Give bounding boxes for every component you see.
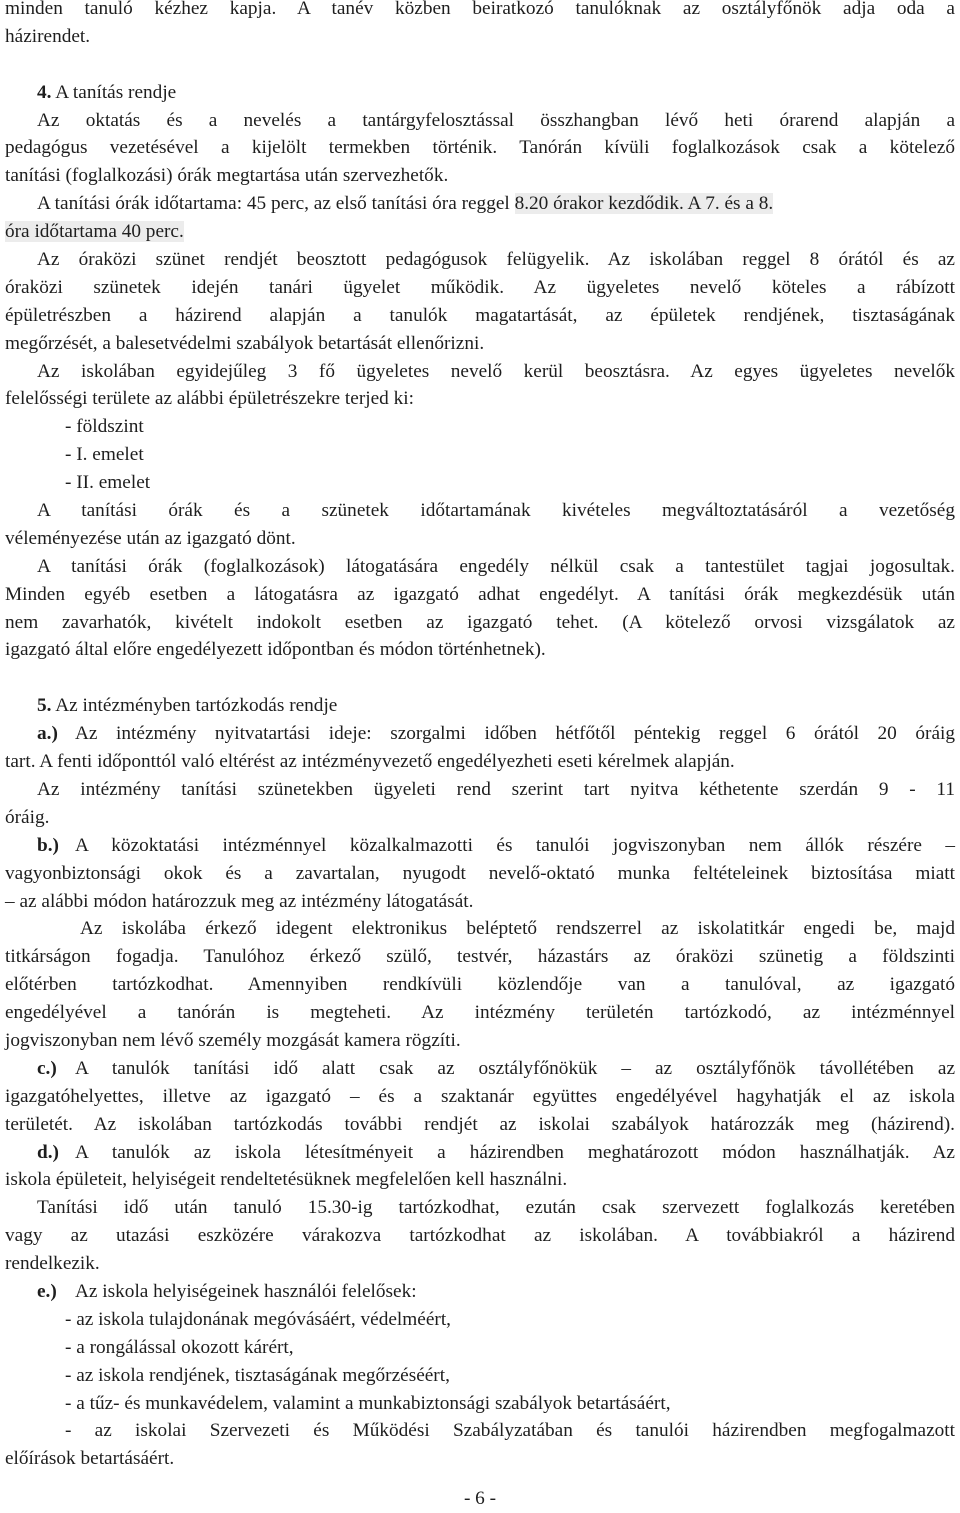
text-line	[5, 804, 955, 832]
line-text: Az iskola helyiségeinek használói felelősek:	[75, 1280, 417, 1302]
text-line	[5, 1166, 955, 1194]
text-line	[5, 1362, 955, 1390]
line-text: tanítási (foglalkozási) órák megtartása után szervezhetők.	[5, 165, 449, 187]
line-text: titkárságon fogadja. Tanulóhoz érkező szülő, testvér, házastárs az óraközi szünetig a földszinti	[5, 946, 955, 968]
text-line	[5, 107, 955, 135]
text-line	[5, 999, 955, 1027]
text-line	[5, 358, 955, 386]
text-line	[5, 302, 955, 330]
text-line	[5, 1250, 955, 1278]
line-text: A közoktatási intézménnyel közalkalmazotti és tanulói jogviszonyban nem állók részére –	[75, 834, 955, 856]
text-line	[5, 1111, 955, 1139]
blank-line	[5, 51, 955, 79]
line-text: előírások betartásáért.	[5, 1448, 175, 1470]
line-text: - az iskola tulajdonának megóvásáért, védelméért,	[65, 1308, 452, 1330]
text-line	[5, 748, 955, 776]
subsection-label: e.)	[37, 1280, 57, 1302]
line-text: pedagógus vezetésével a kijelölt termekben történik. Tanórán kívüli foglalkozások csak a kötelező	[5, 137, 955, 159]
line-text: nem zavarhatók, kivételt indokolt esetben az igazgató tehet. (A kötelező orvosi vizsgálatok az	[5, 611, 955, 633]
text-line	[5, 943, 955, 971]
line-text: épületrészben a házirend alapján a tanulók magatartását, az épületek rendjének, tisztaságának	[5, 304, 955, 326]
text-line	[5, 553, 955, 581]
text-line	[5, 915, 955, 943]
text-line	[5, 971, 955, 999]
line-text: – az alábbi módon határozzuk meg az intézmény látogatását.	[5, 890, 474, 912]
text-line	[5, 525, 955, 553]
text-line	[5, 832, 955, 860]
text-line	[5, 1390, 955, 1418]
text-line	[5, 385, 955, 413]
line-text: rendelkezik.	[5, 1253, 100, 1275]
text-line	[5, 190, 955, 218]
line-text: Minden egyéb esetben a látogatásra az igazgató adhat engedélyt. A tanítási órák megkezdésük után	[5, 583, 955, 605]
text-line	[5, 497, 955, 525]
line-text: megőrzését, a balesetvédelmi szabályok betartását ellenőrizni.	[5, 332, 485, 354]
line-text: A tanítási órák és a szünetek időtartamának kivételes megváltoztatásáról a vezetőség	[37, 500, 955, 522]
text-line	[5, 1222, 955, 1250]
section-number: 4.	[37, 81, 52, 103]
text-line	[5, 1306, 955, 1334]
line-text: Az intézmény tanítási szünetekben ügyeleti rend szerint tart nyitva kéthetente szerdán 9 - 11	[37, 778, 955, 800]
line-text: Az intézmény nyitvatartási ideje: szorgalmi időben hétfőtől péntekig reggel 6 órától 20 óráig	[75, 723, 955, 745]
line-text: Az iskolába érkező idegent elektronikus beléptető rendszerrel az iskolatitkár engedi be, majd	[80, 918, 955, 940]
text-line	[5, 720, 955, 748]
text-line	[5, 274, 955, 302]
subsection-label: c.)	[37, 1057, 57, 1079]
line-text: iskola épületeit, helyiségeit rendeltetésüknek megfelelően kell használni.	[5, 1169, 568, 1191]
line-text: igazgatóhelyettes, illetve az igazgató – és a szaktanár együttes engedélyével hagyhatják el az iskola	[5, 1085, 955, 1107]
line-text: vagyonbiztonsági okok és a zavartalan, nyugodt nevelő-oktató munka feltételeinek biztosítása miatt	[5, 862, 955, 884]
text-line	[5, 1278, 955, 1306]
line-text: - az iskolai Szervezeti és Működési Szabályzatában és tanulói házirendben megfogalmazott	[65, 1420, 955, 1442]
text-line	[5, 1027, 955, 1055]
line-text: - az iskola rendjének, tisztaságának megőrzéséért,	[65, 1364, 450, 1386]
line-text: felelősségi területe az alábbi épületrészekre terjed ki:	[5, 388, 414, 410]
text-line	[5, 1417, 955, 1445]
text-line	[5, 79, 955, 107]
line-text: előtérben tartózkodhat. Amennyiben rendkívüli közlendője van a tanulóval, az igazgató	[5, 974, 955, 996]
text-line	[5, 860, 955, 888]
text-line	[5, 469, 955, 497]
text-line	[5, 636, 955, 664]
line-text: - a rongálással okozott kárért,	[65, 1336, 294, 1358]
line-text: területét. Az iskolában tartózkodás további rendjét az iskolai szabályok határozzák meg (házirend).	[5, 1113, 955, 1135]
line-text: A tanítás rendje	[51, 81, 177, 103]
line-text: jogviszonyban nem lévő személy mozgását kamera rögzíti.	[5, 1029, 461, 1051]
line-text: Az iskolában egyidejűleg 3 fő ügyeletes nevelő kerül beosztásra. Az egyes ügyeletes nevelők	[37, 360, 955, 382]
line-text: óraközi szünetek idején tanári ügyelet működik. Az ügyeletes nevelő köteles a rábízott	[5, 276, 955, 298]
text-line	[5, 0, 955, 23]
line-text: véleményezése után az igazgató dönt.	[5, 527, 296, 549]
section-number: 5.	[37, 695, 52, 717]
line-text: - a tűz- és munkavédelem, valamint a munkabiztonsági szabályok betartásáért,	[65, 1392, 671, 1414]
text-line	[5, 1139, 955, 1167]
text-line	[5, 1334, 955, 1362]
line-text: óráig.	[5, 806, 50, 828]
line-text: Az óraközi szünet rendjét beosztott pedagógusok felügyelik. Az iskolában reggel 8 órától és az	[37, 249, 955, 271]
document-body	[5, 0, 955, 1473]
text-line	[5, 581, 955, 609]
line-text: Az intézményben tartózkodás rendje	[51, 695, 338, 717]
subsection-label: d.)	[37, 1141, 59, 1163]
text-line	[5, 888, 955, 916]
highlighted-text: óra időtartama 40 perc.	[5, 221, 184, 243]
blank-line	[5, 664, 955, 692]
text-line	[5, 330, 955, 358]
subsection-label: a.)	[37, 723, 58, 745]
text-line	[5, 776, 955, 804]
line-text: engedélyével a tanórán is megteheti. Az intézmény területén tartózkodó, az intézménnyel	[5, 1002, 955, 1024]
text-line	[5, 23, 955, 51]
line-text: - földszint	[65, 416, 144, 438]
line-text: - I. emelet	[65, 444, 144, 466]
line-text: minden tanuló kézhez kapja. A tanév közben beiratkozó tanulóknak az osztályfőnök adja oda a	[5, 0, 955, 19]
line-text: A tanítási órák időtartama: 45 perc, az első tanítási óra reggel	[37, 193, 515, 215]
line-text: vagy az utazási eszközére várakozva tartózkodhat az iskolában. A továbbiakról a házirend	[5, 1225, 955, 1247]
line-text: tart. A fenti időponttól való eltérést az intézményvezető engedélyezheti eseti kérelmek alapján.	[5, 751, 735, 773]
subsection-label: b.)	[37, 834, 59, 856]
line-text: Az oktatás és a nevelés a tantárgyfelosztással összhangban lévő heti órarend alapján a	[37, 109, 955, 131]
line-text: házirendet.	[5, 25, 91, 47]
text-line	[5, 413, 955, 441]
text-line	[5, 246, 955, 274]
text-line	[5, 1083, 955, 1111]
text-line	[5, 441, 955, 469]
line-text: Tanítási idő után tanuló 15.30-ig tartózkodhat, ezután csak szervezett foglalkozás keretében	[37, 1197, 955, 1219]
text-line	[5, 218, 955, 246]
text-line	[5, 134, 955, 162]
text-line	[5, 1194, 955, 1222]
page-number: - 6 -	[463, 1488, 497, 1509]
text-line	[5, 162, 955, 190]
text-line	[5, 1445, 955, 1473]
text-line	[5, 609, 955, 637]
line-text: igazgató által előre engedélyezett időpontban és módon történhetnek).	[5, 639, 546, 661]
line-text: A tanulók az iskola létesítményeit a házirendben meghatározott módon használhatják. Az	[75, 1141, 955, 1163]
line-text: A tanulók tanítási idő alatt csak az osztályfőnökük – az osztályfőnök távollétében az	[75, 1057, 955, 1079]
line-text: A tanítási órák (foglalkozások) látogatására engedély nélkül csak a tantestület tagjai jogosultak.	[37, 555, 955, 577]
highlighted-text: 8.20 órakor kezdődik. A 7. és a 8.	[514, 193, 774, 215]
line-text: - II. emelet	[65, 472, 151, 494]
text-line	[5, 692, 955, 720]
text-line	[5, 1055, 955, 1083]
